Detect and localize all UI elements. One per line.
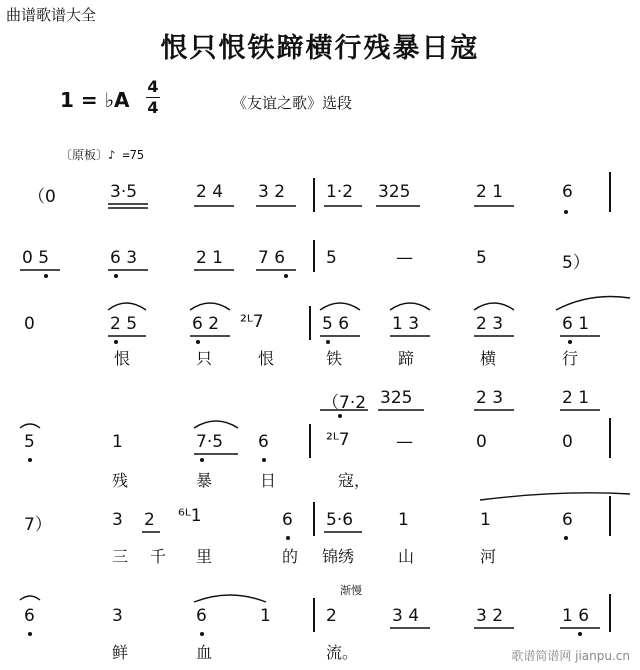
- octave-dot: [578, 632, 582, 636]
- lyric: 日: [260, 471, 277, 490]
- note: 1: [480, 510, 491, 530]
- note: 1: [112, 432, 123, 452]
- note: 6: [562, 182, 573, 202]
- note: —: [396, 248, 413, 268]
- lyric: 里: [196, 547, 213, 566]
- note: 1: [260, 606, 271, 626]
- note: 1 6: [562, 606, 590, 626]
- octave-dot: [44, 274, 48, 278]
- slur: [320, 303, 360, 310]
- note: 325: [380, 388, 413, 408]
- lyric: 恨: [114, 349, 131, 368]
- note: 0: [562, 432, 573, 452]
- octave-dot: [286, 536, 290, 540]
- lyric: 残: [112, 471, 129, 490]
- note: 1·2: [326, 182, 354, 202]
- note: 3: [112, 606, 123, 626]
- note: 6: [562, 510, 573, 530]
- octave-dot: [284, 274, 288, 278]
- time-denominator: 4: [147, 98, 159, 117]
- slur: [194, 421, 238, 428]
- slur: [474, 303, 514, 310]
- slur: [190, 303, 230, 310]
- lyric: 行: [562, 349, 579, 368]
- lyric: 血: [196, 643, 213, 662]
- song-title: 恨只恨铁蹄横行残暴日寇: [160, 33, 480, 64]
- octave-dot: [262, 458, 266, 462]
- octave-dot: [200, 632, 204, 636]
- octave-dot: [28, 632, 32, 636]
- slur: [20, 424, 40, 428]
- source-note: 《友谊之歌》选段: [232, 94, 353, 112]
- note: 2: [326, 606, 337, 626]
- note: 5: [326, 248, 337, 268]
- lyric: 寇，: [338, 471, 371, 490]
- note: 2: [144, 510, 155, 530]
- note: 6 2: [192, 314, 220, 334]
- site-label: 曲谱歌谱大全: [6, 6, 97, 24]
- lyric: 铁: [326, 349, 343, 368]
- lyric: 蹄: [398, 349, 415, 368]
- octave-dot: [568, 340, 572, 344]
- lyric: 流。: [326, 643, 359, 662]
- slur: [20, 596, 40, 600]
- note: 2 4: [196, 182, 224, 202]
- note: （7·2: [322, 393, 367, 413]
- lyric: 山: [398, 547, 415, 566]
- slur: [390, 303, 430, 310]
- slur: [480, 493, 630, 500]
- lyric: 只: [196, 349, 213, 368]
- note: 3 4: [392, 606, 420, 626]
- octave-dot: [28, 458, 32, 462]
- note: 325: [378, 182, 411, 202]
- octave-dot: [326, 340, 330, 344]
- note: 5: [24, 432, 35, 452]
- note: 2 3: [476, 314, 504, 334]
- lyric: 横: [480, 349, 497, 368]
- note: 2 1: [196, 248, 224, 268]
- note: 5: [476, 248, 487, 268]
- octave-dot: [200, 458, 204, 462]
- watermark: 歌谱简谱网 jianpu.cn: [511, 649, 630, 663]
- slur: [194, 595, 266, 602]
- note: 5 6: [322, 314, 350, 334]
- note: 0: [476, 432, 487, 452]
- note: 7·5: [196, 432, 224, 452]
- lyric: 三: [112, 547, 129, 566]
- note: 3: [112, 510, 123, 530]
- lyric: 千: [150, 547, 167, 566]
- note: 6 1: [562, 314, 590, 334]
- note: 5·6: [326, 510, 354, 530]
- note: 6: [24, 606, 35, 626]
- note: （0: [28, 187, 56, 207]
- note: 6 3: [110, 248, 138, 268]
- octave-dot: [114, 274, 118, 278]
- note: 2 1: [562, 388, 590, 408]
- note: 1 3: [392, 314, 420, 334]
- note: 3 2: [476, 606, 504, 626]
- lyric: 锦绣: [322, 547, 355, 566]
- expression-mark: 渐慢: [340, 584, 362, 597]
- note: ²ᴸ7: [240, 312, 264, 332]
- note: ⁶ᴸ1: [178, 506, 202, 526]
- note: 0 5: [22, 248, 50, 268]
- octave-dot: [338, 414, 342, 418]
- note: 7 6: [258, 248, 286, 268]
- slur: [556, 297, 630, 311]
- note: 5）: [562, 253, 590, 273]
- octave-dot: [564, 210, 568, 214]
- note: 6: [258, 432, 269, 452]
- lyric: 暴: [196, 471, 213, 490]
- note: 3 2: [258, 182, 286, 202]
- note: 1: [398, 510, 409, 530]
- lyric: 恨: [258, 349, 275, 368]
- note: —: [396, 432, 413, 452]
- note: 0: [24, 314, 35, 334]
- note: 6: [196, 606, 207, 626]
- lyric: 鲜: [112, 643, 129, 662]
- note: 6: [282, 510, 293, 530]
- tempo-marking: 〔原板〕♪ =75: [60, 148, 145, 162]
- lyric: 的: [282, 547, 299, 566]
- note: 2 1: [476, 182, 504, 202]
- note: ²ᴸ7: [326, 430, 350, 450]
- octave-dot: [196, 340, 200, 344]
- octave-dot: [114, 340, 118, 344]
- lyric: 河: [480, 547, 497, 566]
- note: 7）: [24, 515, 52, 535]
- note: 2 3: [476, 388, 504, 408]
- time-numerator: 4: [147, 77, 159, 96]
- key-signature: 1 = ♭A: [60, 88, 130, 112]
- note: 3·5: [110, 182, 138, 202]
- note: 2 5: [110, 314, 138, 334]
- slur: [108, 303, 146, 310]
- octave-dot: [564, 536, 568, 540]
